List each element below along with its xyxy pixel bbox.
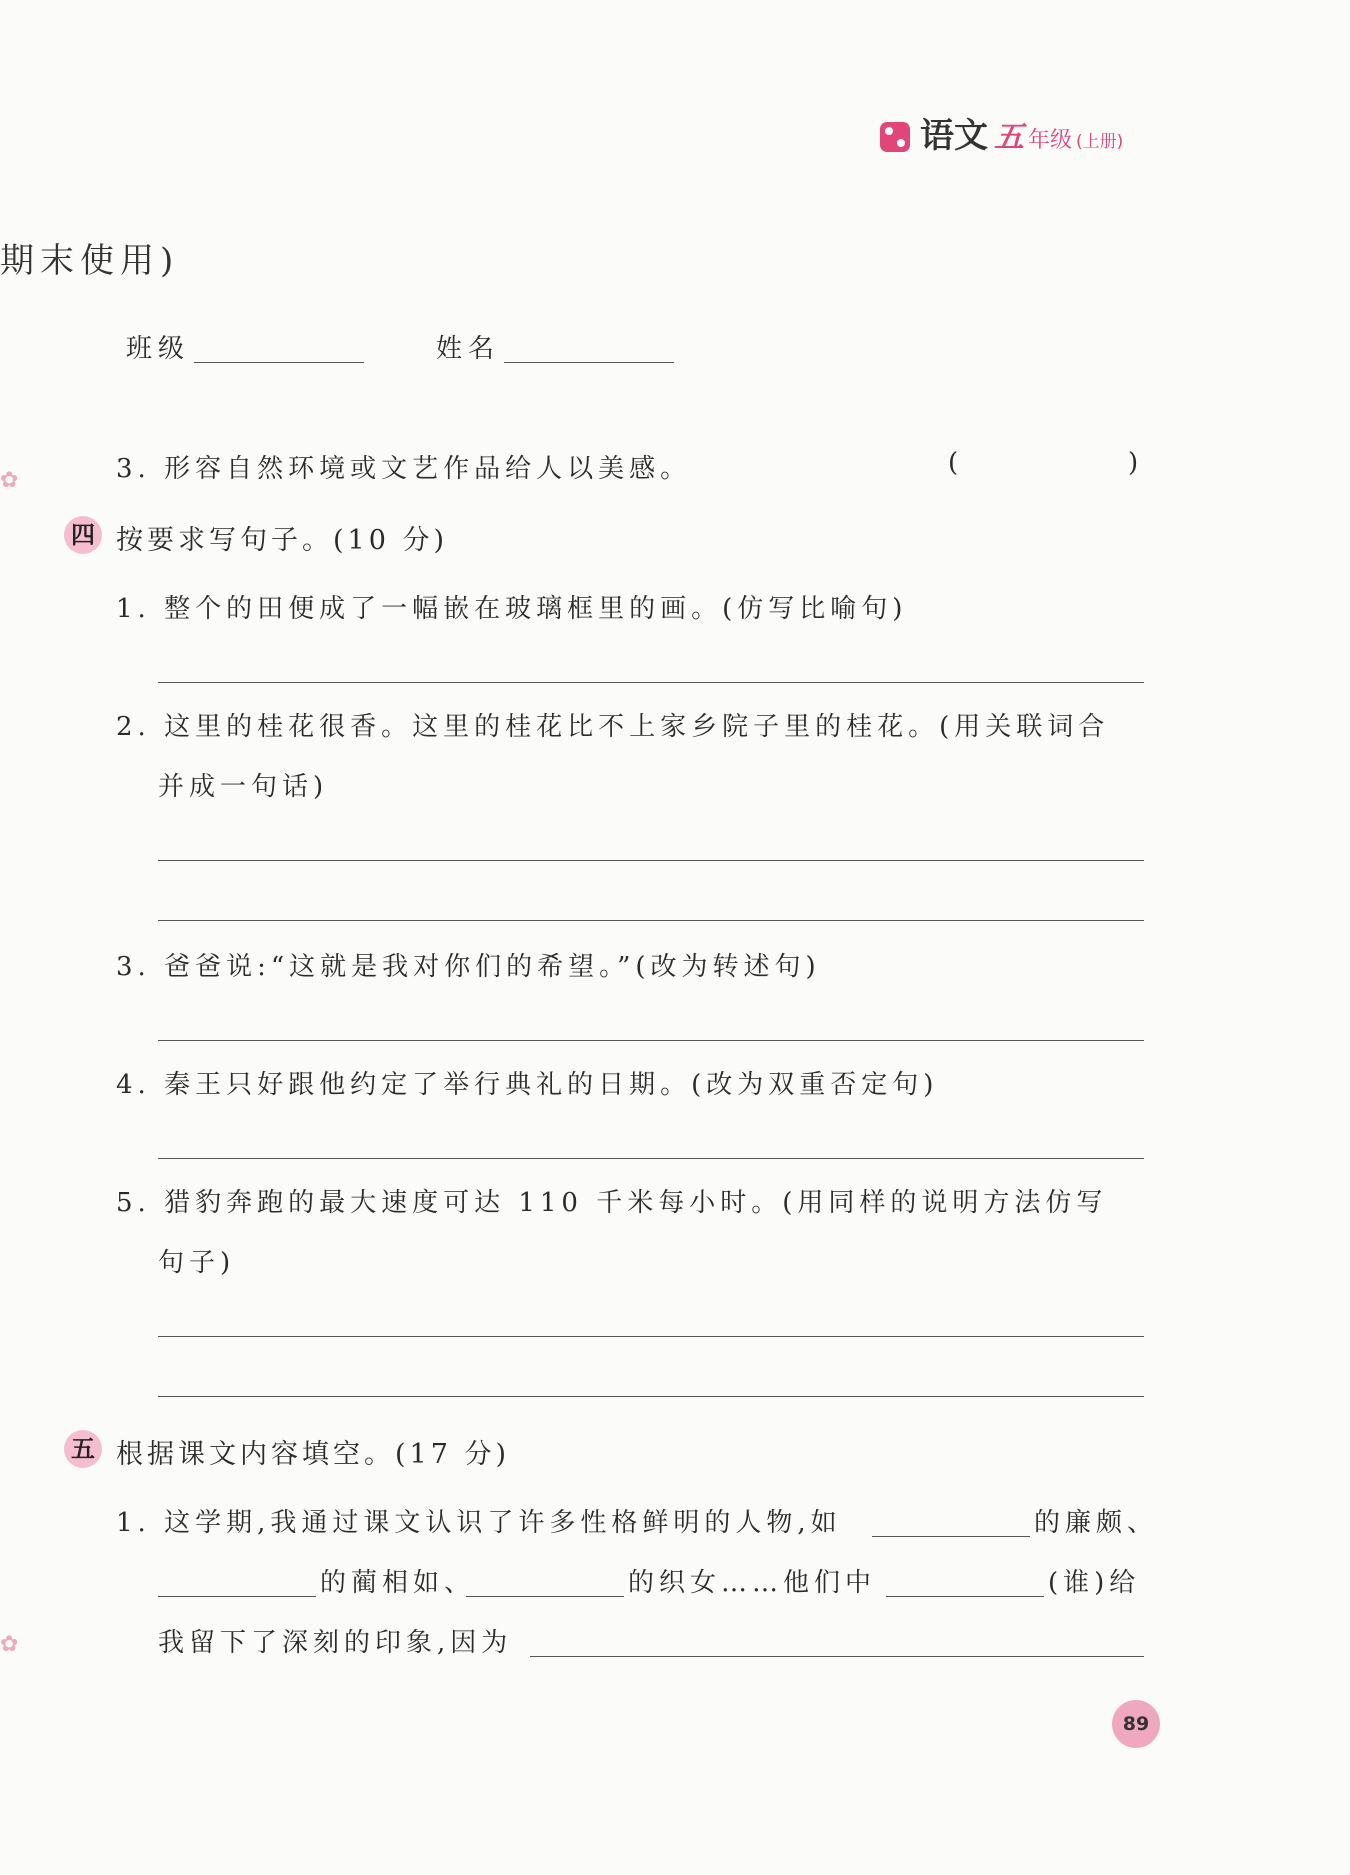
s5-q1-part-b: 的廉颇、 [1034,1508,1159,1538]
s5-q1-blank-1[interactable] [872,1536,1030,1537]
s5-q1-part-a: 1. 这学期,我通过课文认识了许多性格鲜明的人物,如 [116,1508,842,1538]
s5-q1-part-f: 我留下了深刻的印象,因为 [158,1628,513,1658]
s4-q3-answer-line[interactable] [158,1040,1144,1041]
name-label: 姓名 [436,334,501,364]
volume-label: (上册) [1076,132,1124,152]
section-4-title: 按要求写句子。(10 分) [116,525,449,556]
s4-q5-answer-line-2[interactable] [158,1396,1144,1397]
exam-title-fragment: 期末使用) [0,241,180,281]
s4-question-2-line2: 并成一句话) [158,772,329,802]
s4-q2-answer-line-1[interactable] [158,860,1144,861]
s4-q4-answer-line[interactable] [158,1158,1144,1159]
class-label: 班级 [126,334,191,364]
s4-q1-answer-line[interactable] [158,682,1144,683]
header-brand [880,108,1123,157]
section-5-title: 根据课文内容填空。(17 分) [116,1439,511,1470]
name-blank[interactable] [504,362,674,363]
s4-question-1: 1. 整个的田便成了一幅嵌在玻璃框里的画。(仿写比喻句) [116,594,908,624]
section-4-badge: 四 [64,516,102,554]
s3-question-3: 3. 形容自然环境或文艺作品给人以美感。 [116,454,692,484]
s3-answer-paren-close: ) [1128,448,1144,478]
s3-answer-paren-open: ( [948,448,964,478]
s5-q1-blank-5[interactable] [530,1656,1144,1657]
s4-question-3: 3. 爸爸说:“这就是我对你们的希望。”(改为转述句) [116,952,821,982]
s5-q1-blank-2[interactable] [158,1596,316,1597]
page-number: 89 [1112,1700,1160,1748]
subject-title: 语文 [920,116,988,156]
s4-question-5-line1: 5. 猎豹奔跑的最大速度可达 110 千米每小时。(用同样的说明方法仿写 [116,1188,1108,1218]
s4-question-5-line2: 句子) [158,1248,236,1278]
s4-q2-answer-line-2[interactable] [158,920,1144,921]
s4-question-2-line1: 2. 这里的桂花很香。这里的桂花比不上家乡院子里的桂花。(用关联词合 [116,712,1110,742]
s5-q1-part-e: (谁)给 [1048,1568,1141,1598]
flower-decoration-icon: ✿ [0,1632,19,1657]
s5-q1-blank-3[interactable] [466,1596,624,1597]
dice-logo-icon [880,122,910,152]
s5-q1-part-c: 的蔺相如、 [320,1568,476,1598]
s4-q5-answer-line-1[interactable] [158,1336,1144,1337]
grade-label: 年级 [1028,128,1073,153]
s5-q1-part-d: 的织女……他们中 [628,1568,877,1598]
class-blank[interactable] [194,362,364,363]
s5-q1-blank-4[interactable] [886,1596,1044,1597]
flower-decoration-icon: ✿ [0,468,19,493]
grade-number: 五 [994,120,1024,155]
s4-question-4: 4. 秦王只好跟他约定了举行典礼的日期。(改为双重否定句) [116,1070,939,1100]
section-5-badge: 五 [64,1430,102,1468]
